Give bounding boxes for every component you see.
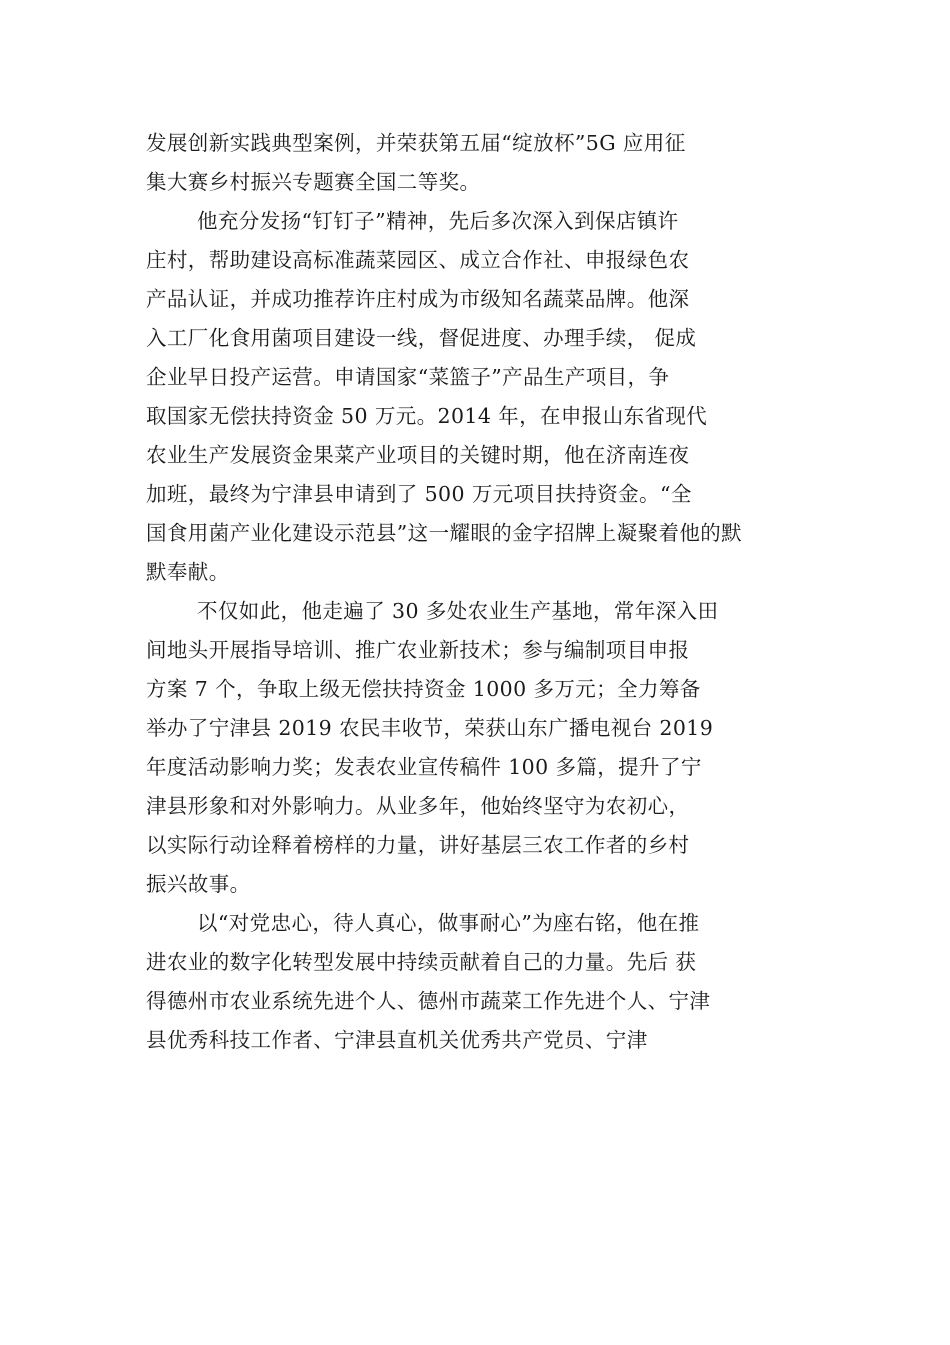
- text-line-22: 进农业的数字化转型发展中持续贡献着自己的力量。先后 获: [146, 950, 697, 974]
- text-line-12: 默奉献。: [146, 560, 230, 584]
- text-line-23: 得德州市农业系统先进个人、德州市蔬菜工作先进个人、宁津: [146, 989, 711, 1013]
- text-line-19: 以实际行动诠释着榜样的力量，讲好基层三农工作者的乡村: [146, 833, 690, 857]
- text-line-2: 集大赛乡村振兴专题赛全国二等奖。: [146, 170, 481, 194]
- text-line-18: 津县形象和对外影响力。从业多年，他始终坚守为农初心，: [146, 794, 690, 818]
- text-line-21: 以“对党忠心，待人真心，做事耐心”为座右铭，他在推: [197, 911, 700, 935]
- body-text: [146, 124, 816, 1060]
- text-line-9: 农业生产发展资金果菜产业项目的关键时期，他在济南连夜: [146, 443, 690, 467]
- text-line-15: 方案 7 个，争取上级无偿扶持资金 1000 多万元；全力筹备: [146, 677, 701, 701]
- text-line-20: 振兴故事。: [146, 872, 251, 896]
- text-line-16: 举办了宁津县 2019 农民丰收节，荣获山东广播电视台 2019: [146, 716, 714, 740]
- text-line-7: 企业早日投产运营。申请国家“菜篮子”产品生产项目，争: [146, 365, 670, 389]
- text-line-8: 取国家无偿扶持资金 50 万元。2014 年，在申报山东省现代: [146, 404, 708, 428]
- text-line-4: 庄村，帮助建设高标准蔬菜园区、成立合作社、申报绿色农: [146, 248, 690, 272]
- text-line-14: 间地头开展指导培训、推广农业新技术；参与编制项目申报: [146, 638, 690, 662]
- text-line-10: 加班，最终为宁津县申请到了 500 万元项目扶持资金。“全: [146, 482, 692, 506]
- text-line-1: 发展创新实践典型案例，并荣获第五届“绽放杯”5G 应用征: [146, 131, 686, 155]
- text-line-3: 他充分发扬“钉钉子”精神，先后多次深入到保店镇许: [197, 209, 679, 233]
- text-line-17: 年度活动影响力奖；发表农业宣传稿件 100 多篇，提升了宁: [146, 755, 702, 779]
- text-line-13: 不仅如此，他走遍了 30 多处农业生产基地，常年深入田: [197, 599, 719, 623]
- text-line-24: 县优秀科技工作者、宁津县直机关优秀共产党员、宁津: [146, 1028, 648, 1052]
- text-line-5: 产品认证，并成功推荐许庄村成为市级知名蔬菜品牌。他深: [146, 287, 690, 311]
- text-line-11: 国食用菌产业化建设示范县”这一耀眼的金字招牌上凝聚着他的默: [146, 521, 743, 545]
- text-line-6: 入工厂化食用菌项目建设一线，督促进度、办理手续， 促成: [146, 326, 697, 350]
